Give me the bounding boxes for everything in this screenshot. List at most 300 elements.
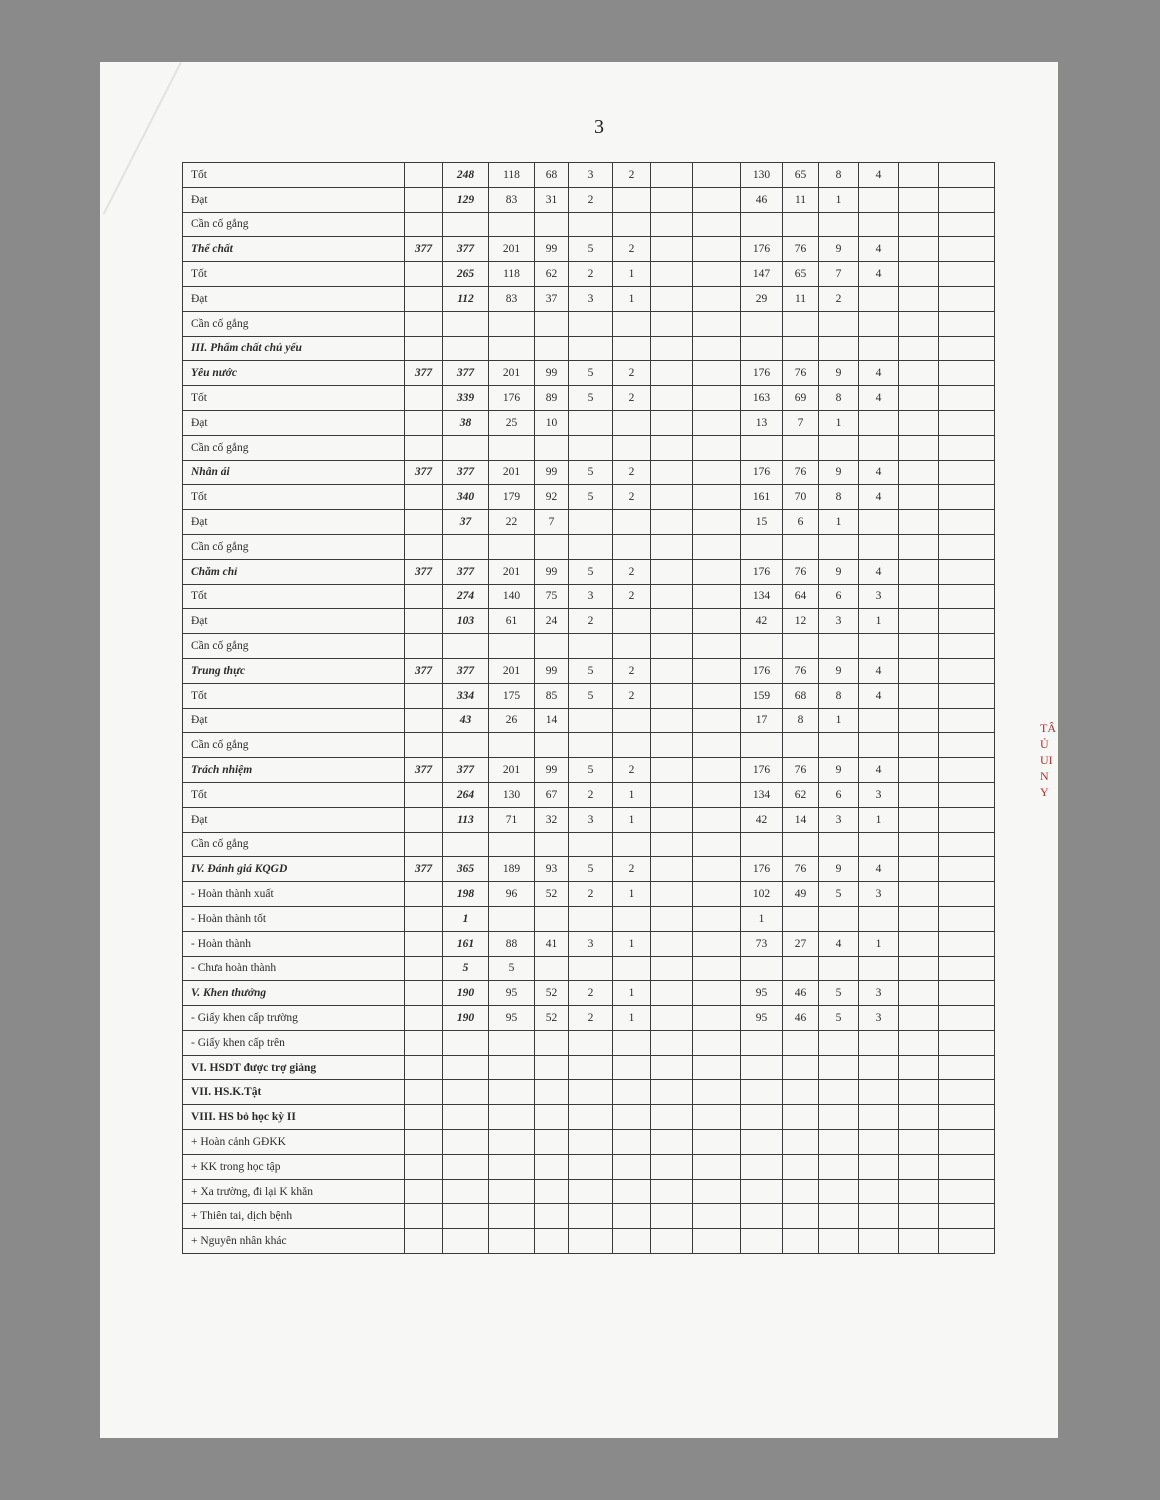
row-label: - Hoàn thành xuất: [183, 882, 405, 907]
table-cell: [939, 534, 995, 559]
table-cell: [741, 1055, 783, 1080]
row-label: Trách nhiệm: [183, 758, 405, 783]
margin-handwriting: [1040, 720, 1064, 870]
table-cell: [405, 336, 443, 361]
table-cell: [819, 1105, 859, 1130]
table-cell: [939, 1154, 995, 1179]
table-cell: [899, 1204, 939, 1229]
table-cell: [489, 1179, 535, 1204]
table-cell: 377: [443, 658, 489, 683]
table-cell: [443, 1080, 489, 1105]
table-cell: [741, 733, 783, 758]
row-label: Đạt: [183, 807, 405, 832]
table-cell: 4: [859, 758, 899, 783]
table-row: [183, 733, 995, 758]
row-label: + Hoàn cảnh GĐKK: [183, 1130, 405, 1155]
table-cell: [443, 1179, 489, 1204]
table-row: [183, 906, 995, 931]
table-cell: [899, 807, 939, 832]
table-cell: 85: [535, 683, 569, 708]
table-cell: [939, 361, 995, 386]
row-label: Tốt: [183, 683, 405, 708]
table-cell: [651, 733, 693, 758]
table-cell: [443, 1130, 489, 1155]
table-cell: [405, 1030, 443, 1055]
table-cell: 8: [819, 683, 859, 708]
table-cell: 2: [569, 782, 613, 807]
table-cell: [651, 1006, 693, 1031]
table-cell: [899, 559, 939, 584]
table-cell: 176: [741, 559, 783, 584]
table-row: [183, 1130, 995, 1155]
table-cell: 76: [783, 857, 819, 882]
table-cell: 201: [489, 361, 535, 386]
table-cell: 3: [859, 584, 899, 609]
table-cell: 5: [569, 658, 613, 683]
table-cell: [569, 1204, 613, 1229]
table-cell: [651, 559, 693, 584]
table-cell: 130: [741, 163, 783, 188]
table-cell: 1: [613, 262, 651, 287]
table-cell: [489, 832, 535, 857]
table-cell: 4: [859, 163, 899, 188]
table-cell: 103: [443, 609, 489, 634]
table-cell: [819, 1055, 859, 1080]
table-cell: [693, 212, 741, 237]
table-cell: [939, 212, 995, 237]
table-cell: [443, 1204, 489, 1229]
table-cell: [405, 485, 443, 510]
table-cell: [443, 435, 489, 460]
table-cell: [651, 460, 693, 485]
table-cell: 71: [489, 807, 535, 832]
table-cell: [819, 534, 859, 559]
table-cell: [569, 708, 613, 733]
table-cell: 340: [443, 485, 489, 510]
row-label: - Hoàn thành: [183, 931, 405, 956]
table-cell: [693, 609, 741, 634]
table-cell: [741, 336, 783, 361]
table-cell: [859, 733, 899, 758]
table-cell: [651, 286, 693, 311]
table-cell: 67: [535, 782, 569, 807]
table-cell: [569, 906, 613, 931]
table-cell: [405, 311, 443, 336]
table-row: [183, 237, 995, 262]
table-cell: 89: [535, 386, 569, 411]
table-cell: [693, 559, 741, 584]
table-cell: 1: [613, 882, 651, 907]
table-cell: 4: [859, 658, 899, 683]
table-cell: [535, 534, 569, 559]
table-row: [183, 485, 995, 510]
table-cell: [693, 163, 741, 188]
table-cell: [693, 906, 741, 931]
table-cell: [489, 1105, 535, 1130]
table-cell: [859, 1080, 899, 1105]
table-cell: [859, 1105, 899, 1130]
table-cell: [741, 956, 783, 981]
row-label: Cần cố gắng: [183, 832, 405, 857]
table-cell: [405, 1179, 443, 1204]
table-cell: 99: [535, 460, 569, 485]
table-cell: [405, 906, 443, 931]
table-cell: 198: [443, 882, 489, 907]
table-cell: [405, 1055, 443, 1080]
table-cell: [693, 634, 741, 659]
table-cell: [819, 906, 859, 931]
table-cell: 95: [489, 981, 535, 1006]
table-cell: 4: [859, 361, 899, 386]
table-cell: [899, 1179, 939, 1204]
table-cell: [405, 187, 443, 212]
row-label: - Hoàn thành tốt: [183, 906, 405, 931]
table-cell: 5: [489, 956, 535, 981]
table-cell: [405, 534, 443, 559]
table-cell: [819, 1229, 859, 1254]
row-label: Cần cố gắng: [183, 534, 405, 559]
table-cell: [405, 584, 443, 609]
table-row: [183, 807, 995, 832]
table-cell: [693, 187, 741, 212]
table-cell: 76: [783, 237, 819, 262]
table-cell: [783, 1030, 819, 1055]
table-cell: 27: [783, 931, 819, 956]
table-cell: [693, 683, 741, 708]
table-cell: 1: [859, 609, 899, 634]
table-cell: 2: [613, 584, 651, 609]
table-cell: 3: [819, 807, 859, 832]
table-cell: [741, 634, 783, 659]
table-cell: 7: [819, 262, 859, 287]
row-label: Đạt: [183, 410, 405, 435]
table-cell: [405, 807, 443, 832]
table-cell: [819, 733, 859, 758]
table-cell: [651, 1204, 693, 1229]
table-cell: [783, 534, 819, 559]
table-cell: 274: [443, 584, 489, 609]
table-cell: [741, 1105, 783, 1130]
table-cell: 4: [859, 857, 899, 882]
table-cell: [569, 1179, 613, 1204]
table-cell: [651, 237, 693, 262]
table-cell: 264: [443, 782, 489, 807]
table-cell: [693, 584, 741, 609]
table-cell: [899, 857, 939, 882]
table-cell: [899, 361, 939, 386]
table-cell: [405, 1204, 443, 1229]
table-cell: 5: [443, 956, 489, 981]
table-cell: 14: [783, 807, 819, 832]
table-cell: [783, 212, 819, 237]
table-cell: [569, 510, 613, 535]
table-cell: 9: [819, 857, 859, 882]
table-cell: 5: [819, 981, 859, 1006]
table-cell: [899, 262, 939, 287]
table-cell: 112: [443, 286, 489, 311]
table-cell: 1: [741, 906, 783, 931]
table-cell: [741, 1154, 783, 1179]
table-cell: [693, 1030, 741, 1055]
table-cell: [939, 931, 995, 956]
table-row: [183, 857, 995, 882]
table-cell: [569, 1030, 613, 1055]
table-cell: [899, 534, 939, 559]
table-cell: 1: [819, 410, 859, 435]
table-cell: [613, 733, 651, 758]
row-label: Đạt: [183, 187, 405, 212]
table-cell: 377: [405, 758, 443, 783]
row-label: + KK trong học tập: [183, 1154, 405, 1179]
table-cell: [613, 311, 651, 336]
row-label: VI. HSDT được trợ giảng: [183, 1055, 405, 1080]
table-cell: 2: [613, 460, 651, 485]
table-cell: 190: [443, 981, 489, 1006]
table-cell: [405, 956, 443, 981]
table-cell: [489, 1229, 535, 1254]
table-row: [183, 460, 995, 485]
table-cell: [443, 733, 489, 758]
table-cell: 5: [819, 882, 859, 907]
table-cell: 377: [405, 460, 443, 485]
table-cell: [535, 956, 569, 981]
table-cell: 83: [489, 187, 535, 212]
table-cell: [613, 510, 651, 535]
table-cell: [899, 212, 939, 237]
table-cell: 99: [535, 237, 569, 262]
table-cell: [489, 534, 535, 559]
table-cell: 3: [859, 782, 899, 807]
table-cell: [613, 609, 651, 634]
table-cell: [651, 534, 693, 559]
table-cell: 42: [741, 807, 783, 832]
table-cell: [693, 981, 741, 1006]
table-cell: 4: [859, 386, 899, 411]
table-cell: [741, 435, 783, 460]
scan-fold-line: [103, 62, 182, 214]
table-cell: [651, 212, 693, 237]
table-cell: [899, 733, 939, 758]
table-cell: [693, 1130, 741, 1155]
table-cell: [651, 658, 693, 683]
table-cell: [613, 1030, 651, 1055]
table-cell: [899, 634, 939, 659]
table-cell: 69: [783, 386, 819, 411]
table-row: [183, 584, 995, 609]
table-cell: 4: [859, 485, 899, 510]
table-cell: [939, 1130, 995, 1155]
table-cell: [939, 1006, 995, 1031]
table-row: [183, 609, 995, 634]
table-cell: [741, 1130, 783, 1155]
table-cell: [939, 807, 995, 832]
table-cell: [405, 882, 443, 907]
table-cell: [859, 1154, 899, 1179]
table-cell: 1: [613, 981, 651, 1006]
table-cell: 7: [783, 410, 819, 435]
table-cell: [535, 906, 569, 931]
table-cell: [693, 758, 741, 783]
table-cell: [443, 336, 489, 361]
table-cell: 365: [443, 857, 489, 882]
row-label: + Thiên tai, dịch bệnh: [183, 1204, 405, 1229]
table-cell: [693, 386, 741, 411]
table-cell: [489, 336, 535, 361]
row-label: Thể chất: [183, 237, 405, 262]
table-cell: [569, 1055, 613, 1080]
table-cell: 4: [859, 683, 899, 708]
table-cell: [693, 1006, 741, 1031]
table-cell: 64: [783, 584, 819, 609]
table-cell: [899, 658, 939, 683]
row-label: V. Khen thưởng: [183, 981, 405, 1006]
table-cell: [819, 832, 859, 857]
table-cell: [939, 906, 995, 931]
table-cell: [939, 832, 995, 857]
table-cell: [859, 1204, 899, 1229]
table-cell: 68: [783, 683, 819, 708]
table-cell: 49: [783, 882, 819, 907]
table-cell: [741, 1179, 783, 1204]
table-cell: [693, 510, 741, 535]
table-cell: 43: [443, 708, 489, 733]
table-cell: 24: [535, 609, 569, 634]
table-cell: 201: [489, 758, 535, 783]
table-cell: [651, 1130, 693, 1155]
table-cell: [569, 212, 613, 237]
table-cell: [783, 906, 819, 931]
table-cell: 96: [489, 882, 535, 907]
table-cell: 140: [489, 584, 535, 609]
table-cell: [939, 485, 995, 510]
table-cell: 32: [535, 807, 569, 832]
table-cell: 10: [535, 410, 569, 435]
document-page: [100, 62, 1058, 1438]
table-cell: [859, 410, 899, 435]
table-cell: 5: [569, 758, 613, 783]
table-row: [183, 683, 995, 708]
table-cell: 5: [569, 857, 613, 882]
table-cell: 5: [569, 460, 613, 485]
table-cell: 339: [443, 386, 489, 411]
table-cell: [405, 1080, 443, 1105]
table-cell: [405, 510, 443, 535]
table-cell: [693, 410, 741, 435]
table-cell: 201: [489, 559, 535, 584]
table-cell: 46: [783, 981, 819, 1006]
table-cell: [899, 1154, 939, 1179]
table-cell: [939, 584, 995, 609]
table-row: [183, 1105, 995, 1130]
table-cell: [899, 460, 939, 485]
table-cell: 95: [489, 1006, 535, 1031]
table-cell: [939, 386, 995, 411]
table-cell: [899, 485, 939, 510]
table-cell: 3: [569, 584, 613, 609]
table-row: [183, 1179, 995, 1204]
table-cell: [939, 782, 995, 807]
table-cell: 2: [569, 981, 613, 1006]
margin-mark: N: [1040, 769, 1049, 783]
table-cell: [613, 956, 651, 981]
table-cell: [899, 956, 939, 981]
table-cell: [405, 435, 443, 460]
table-cell: [939, 733, 995, 758]
table-cell: 46: [741, 187, 783, 212]
table-cell: [819, 1030, 859, 1055]
table-cell: 159: [741, 683, 783, 708]
table-cell: 92: [535, 485, 569, 510]
table-cell: [819, 956, 859, 981]
table-cell: 93: [535, 857, 569, 882]
table-cell: 8: [783, 708, 819, 733]
table-cell: [783, 733, 819, 758]
table-cell: [693, 460, 741, 485]
table-cell: [535, 1055, 569, 1080]
table-cell: [939, 163, 995, 188]
table-cell: 6: [783, 510, 819, 535]
table-cell: 134: [741, 782, 783, 807]
table-cell: [535, 733, 569, 758]
table-cell: 6: [819, 782, 859, 807]
table-cell: 201: [489, 460, 535, 485]
table-row: [183, 336, 995, 361]
table-cell: 1: [613, 782, 651, 807]
table-cell: [939, 262, 995, 287]
table-cell: [405, 981, 443, 1006]
table-cell: [819, 1204, 859, 1229]
table-cell: [859, 906, 899, 931]
table-cell: 1: [819, 510, 859, 535]
table-row: [183, 782, 995, 807]
table-cell: [693, 658, 741, 683]
table-cell: 3: [819, 609, 859, 634]
table-cell: [899, 906, 939, 931]
table-cell: [405, 386, 443, 411]
table-cell: [899, 1105, 939, 1130]
table-cell: [651, 931, 693, 956]
row-label: Cần cố gắng: [183, 212, 405, 237]
table-cell: 70: [783, 485, 819, 510]
table-cell: 4: [859, 237, 899, 262]
table-cell: [535, 1130, 569, 1155]
table-cell: [899, 163, 939, 188]
table-cell: 83: [489, 286, 535, 311]
table-cell: [741, 1080, 783, 1105]
table-cell: 2: [613, 559, 651, 584]
table-cell: 176: [741, 758, 783, 783]
table-cell: 130: [489, 782, 535, 807]
table-cell: 129: [443, 187, 489, 212]
table-cell: 1: [819, 708, 859, 733]
table-cell: [613, 1080, 651, 1105]
table-row: [183, 1055, 995, 1080]
table-cell: 2: [569, 882, 613, 907]
table-cell: 42: [741, 609, 783, 634]
row-label: Tốt: [183, 782, 405, 807]
table-row: [183, 286, 995, 311]
table-cell: 201: [489, 658, 535, 683]
table-cell: 8: [819, 163, 859, 188]
table-cell: [405, 1006, 443, 1031]
table-cell: 61: [489, 609, 535, 634]
row-label: + Nguyên nhân khác: [183, 1229, 405, 1254]
table-cell: [859, 311, 899, 336]
table-cell: [489, 1154, 535, 1179]
table-cell: 2: [569, 262, 613, 287]
table-cell: [899, 1030, 939, 1055]
statistics-table: [182, 162, 995, 1254]
